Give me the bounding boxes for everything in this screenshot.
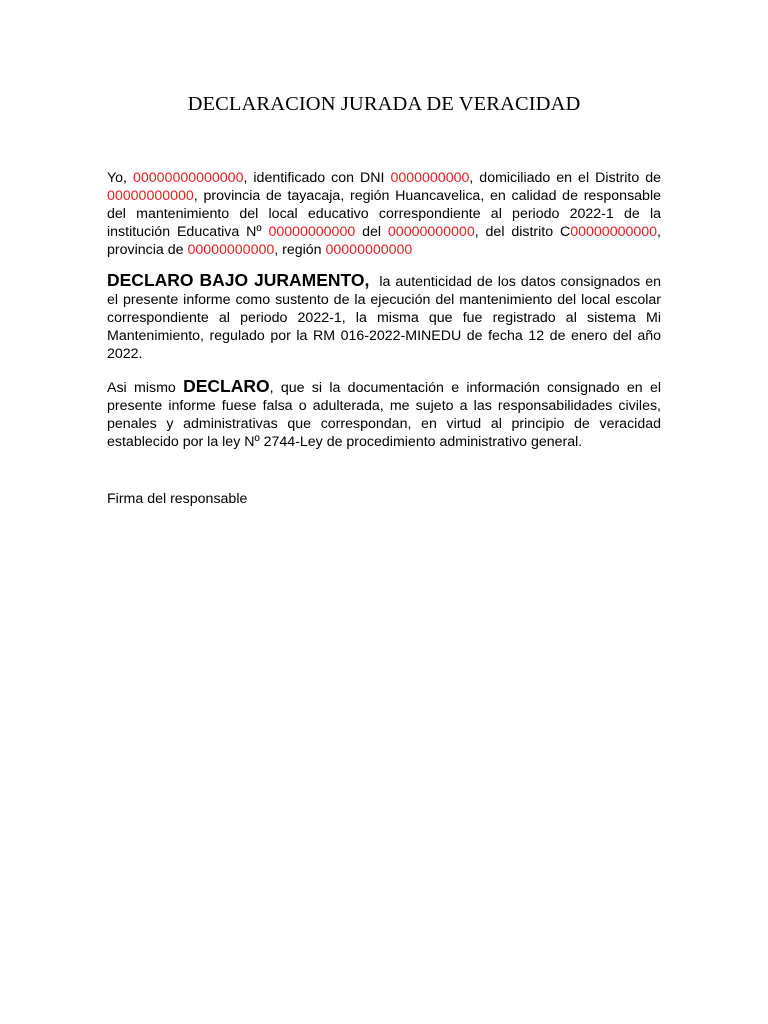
paragraph-text: Yo, — [107, 170, 133, 186]
paragraph-text: , provincia de tayacaja, región Huancavelica, en calidad de responsable del mantenimiento del local educativo correspondiente al periodo 2022-1 de la institución Educativa Nº — [107, 188, 661, 240]
signature-label: Firma del responsable — [107, 491, 248, 507]
paragraph-text: , provincia de — [107, 224, 661, 258]
distrito-placeholder: 00000000000 — [107, 188, 194, 204]
declaration-paragraph — [107, 270, 665, 363]
paragraph-text: del — [355, 224, 388, 240]
paragraph-text: , del distrito C — [474, 224, 571, 240]
name-placeholder: 00000000000000 — [133, 170, 244, 186]
liability-lead: Asi mismo — [107, 380, 184, 396]
paragraph-text: , identificado con DNI — [243, 170, 391, 186]
liability-paragraph — [107, 377, 661, 451]
liability-text: , que si la documentación e información consignado en el presente informe fuese falsa o adulterada, me sujeto a las responsabilidades civiles, penales y administrativas que correspondan, en virtud al principio de veracidad establecido por la ley Nº 2744-Ley de procedimiento administrativo general. — [107, 380, 661, 450]
region-placeholder: 00000000000 — [325, 242, 413, 258]
paragraph-text: , domiciliado en el Distrito de — [469, 170, 662, 186]
paragraph-text: , región — [274, 242, 326, 258]
institucion-placeholder: 00000000000 — [268, 224, 356, 240]
declaration-heading: DECLARO BAJO JURAMENTO, — [107, 270, 370, 290]
distrito2-placeholder: 00000000000 — [570, 224, 658, 240]
dni-placeholder: 0000000000 — [390, 170, 470, 186]
provincia-placeholder: 00000000000 — [187, 242, 275, 258]
document-title: DECLARACION JURADA DE VERACIDAD — [187, 93, 581, 115]
declarant-paragraph — [107, 169, 661, 259]
liability-emphasis: DECLARO — [183, 376, 270, 396]
del-placeholder: 00000000000 — [387, 224, 475, 240]
declaration-text: la autenticidad de los datos consignados en el presente informe como sustento de la ejecución del mantenimiento del local escolar correspondiente al periodo 2022-1, la misma que fue registrado al sistema Mi Mantenimiento, regulado por la RM 016-2022-MINEDU de fecha 12 de enero del año 2022. — [107, 274, 665, 362]
